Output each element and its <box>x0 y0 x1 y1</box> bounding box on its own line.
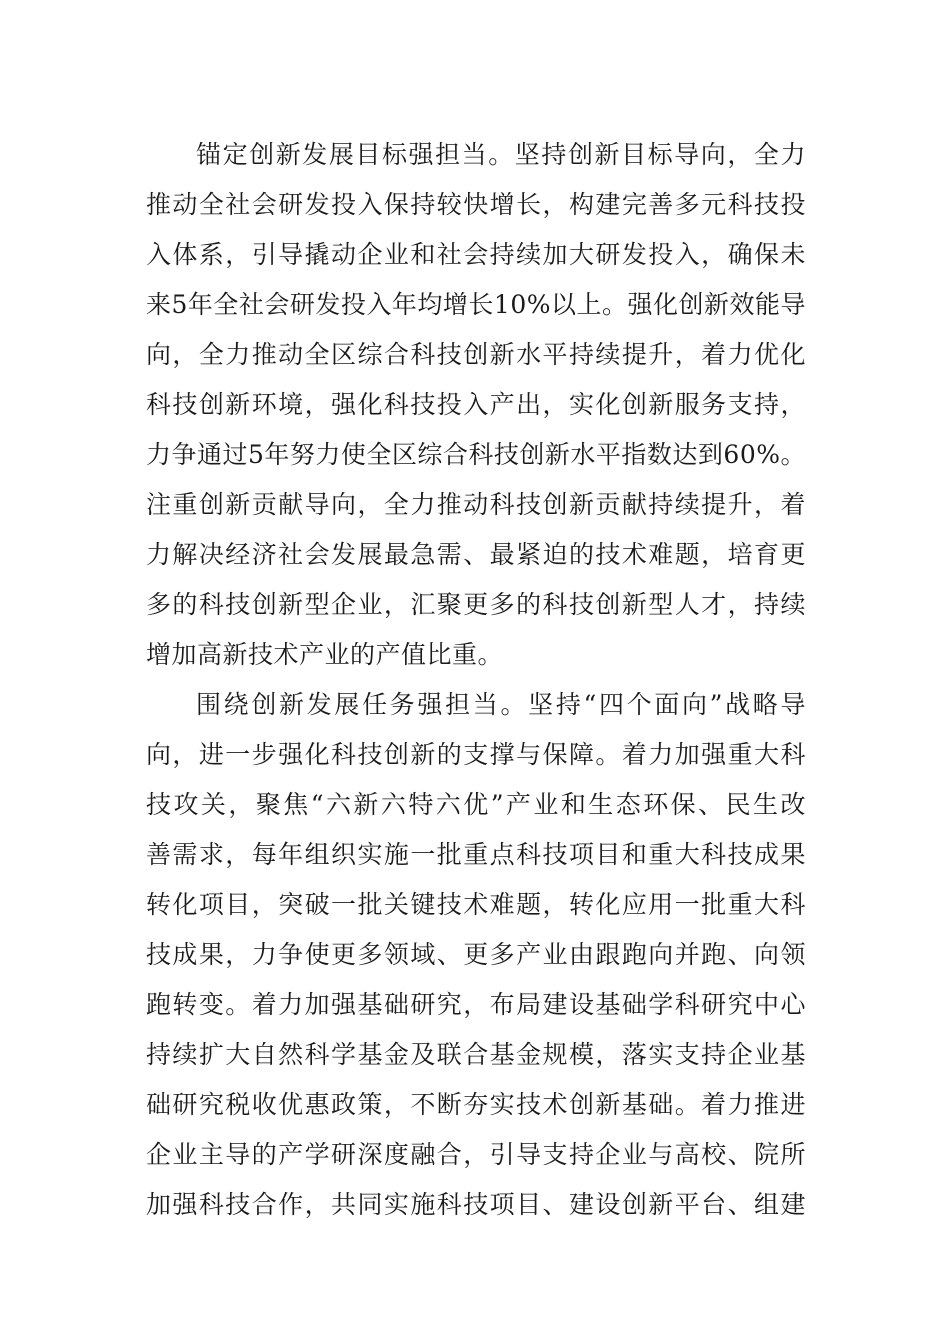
text-line: 锚定创新发展目标强担当。坚持创新目标导向，全力 <box>196 140 806 169</box>
text-line: 加强科技合作，共同实施科技项目、建设创新平台、组建 <box>146 1190 806 1219</box>
text-line: 跑转变。着力加强基础研究，布局建设基础学科研究中心 <box>146 990 806 1019</box>
text-line: 围绕创新发展任务强担当。坚持“四个面向”战略导 <box>196 690 806 719</box>
text-line: 推动全社会研发投入保持较快增长，构建完善多元科技投 <box>146 190 806 219</box>
text-line: 注重创新贡献导向，全力推动科技创新贡献持续提升，着 <box>146 490 806 519</box>
text-line: 技攻关，聚焦“六新六特六优”产业和生态环保、民生改 <box>146 790 806 819</box>
text-line: 科技创新环境，强化科技投入产出，实化创新服务支持， <box>146 390 806 419</box>
text-line: 持续扩大自然科学基金及联合基金规模，落实支持企业基 <box>146 1040 806 1069</box>
document-body <box>146 130 806 1230</box>
text-line: 力争通过5年努力使全区综合科技创新水平指数达到60%。 <box>146 440 806 469</box>
paragraph-innovation-tasks <box>146 680 806 1230</box>
text-line: 善需求，每年组织实施一批重点科技项目和重大科技成果 <box>146 840 806 869</box>
text-line: 多的科技创新型企业，汇聚更多的科技创新型人才，持续 <box>146 590 806 619</box>
text-line: 向，全力推动全区综合科技创新水平持续提升，着力优化 <box>146 340 806 369</box>
text-line: 力解决经济社会发展最急需、最紧迫的技术难题，培育更 <box>146 540 806 569</box>
text-line: 增加高新技术产业的产值比重。 <box>146 640 504 669</box>
text-line: 础研究税收优惠政策，不断夯实技术创新基础。着力推进 <box>146 1090 806 1119</box>
text-line: 向，进一步强化科技创新的支撑与保障。着力加强重大科 <box>146 740 806 769</box>
text-line: 技成果，力争使更多领域、更多产业由跟跑向并跑、向领 <box>146 940 806 969</box>
text-line: 转化项目，突破一批关键技术难题，转化应用一批重大科 <box>146 890 806 919</box>
text-line: 来5年全社会研发投入年均增长10%以上。强化创新效能导 <box>146 290 806 319</box>
text-line: 企业主导的产学研深度融合，引导支持企业与高校、院所 <box>146 1140 806 1169</box>
paragraph-innovation-goals <box>146 130 806 680</box>
text-line: 入体系，引导撬动企业和社会持续加大研发投入，确保未 <box>146 240 806 269</box>
